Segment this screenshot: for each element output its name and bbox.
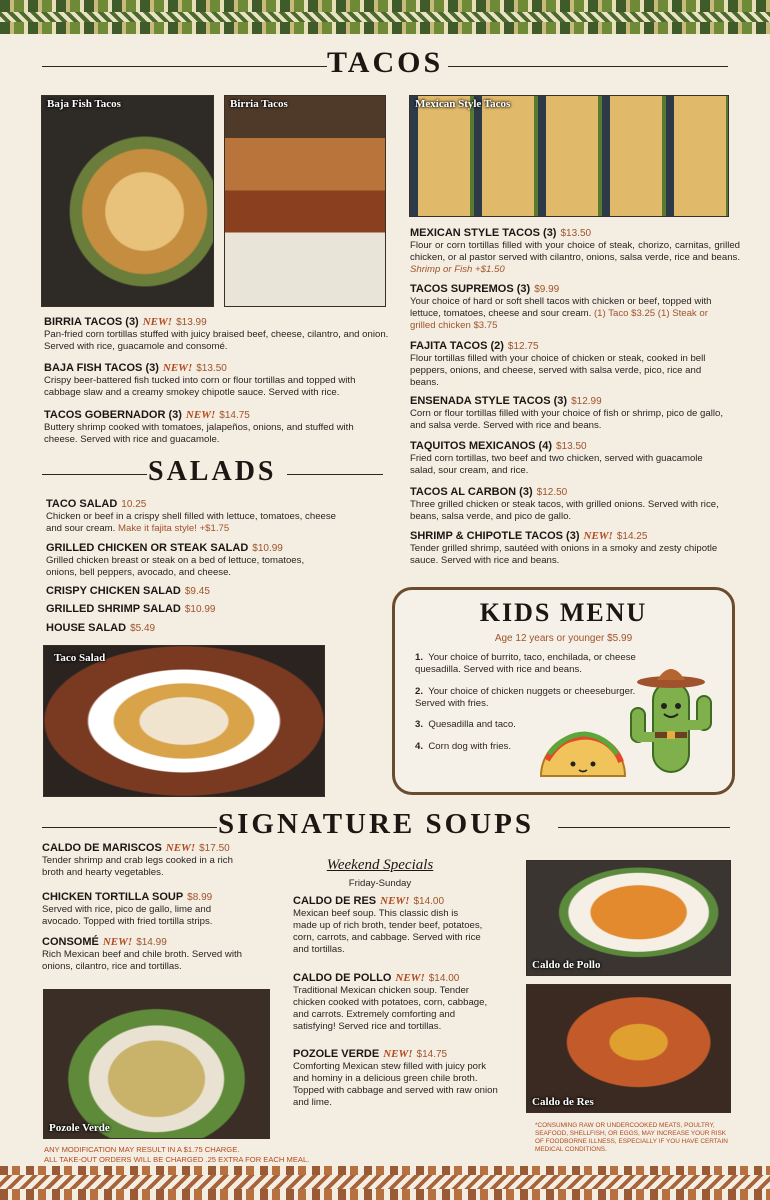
menu-item — [293, 972, 498, 1033]
heading-rule-left — [42, 827, 217, 828]
item-name: BIRRIA TACOS (3) — [44, 316, 139, 328]
item-price: $13.50 — [560, 228, 592, 239]
item-price: $14.75 — [416, 1049, 448, 1060]
kids-item-number: 2. — [415, 686, 424, 697]
menu-item — [46, 585, 336, 598]
mexican-style-tacos-photo — [409, 95, 729, 217]
item-name: CALDO DE MARISCOS — [42, 842, 162, 854]
item-price: $14.25 — [616, 531, 648, 542]
item-name: POZOLE VERDE — [293, 1048, 380, 1060]
baja-fish-tacos-photo — [41, 95, 214, 307]
item-name: HOUSE SALAD — [46, 622, 127, 634]
item-name: CONSOMÉ — [42, 936, 99, 948]
menu-item — [410, 283, 730, 332]
item-price: $5.49 — [130, 623, 156, 634]
takeout-note: ALL TAKE-OUT ORDERS WILL BE CHARGED .25 EXTRA FOR EACH MEAL. — [44, 1155, 310, 1164]
item-name: MEXICAN STYLE TACOS (3) — [410, 227, 557, 239]
menu-item — [46, 542, 336, 579]
kids-menu-box — [392, 587, 735, 795]
item-description: Flour tortillas filled with your choice of chicken or steak, cooked in bell peppers, onions, and cheese, served with salsa verde, pico, rice and beans. — [410, 353, 706, 388]
item-description: Tender shrimp and crab legs cooked in a rich broth and hearty vegetables. — [42, 855, 233, 878]
item-description — [410, 296, 730, 332]
item-price: $12.75 — [507, 341, 539, 352]
weekend-specials-title: Weekend Specials — [326, 857, 434, 873]
taco-salad-photo — [43, 645, 325, 797]
photo-label: Baja Fish Tacos — [47, 98, 121, 110]
item-extra: Shrimp or Fish +$1.50 — [410, 264, 505, 275]
photo-label: Caldo de Pollo — [532, 959, 601, 971]
menu-item — [44, 362, 389, 399]
item-name: CALDO DE POLLO — [293, 972, 392, 984]
kids-item-text: Your choice of chicken nuggets or cheeseburger. Served with fries. — [415, 686, 636, 709]
item-description-text: Chicken or beef in a crispy shell filled with lettuce, tomatoes, cheese and sour cream. — [46, 511, 336, 534]
photo-label: Taco Salad — [54, 652, 106, 664]
item-description: Three grilled chicken or steak tacos, with grilled onions. Served with rice, beans, salsa verde, and pico de gallo. — [410, 499, 719, 522]
item-price: $12.50 — [536, 487, 568, 498]
menu-item — [410, 440, 730, 477]
item-description: Corn or flour tortillas filled with your choice of fish or shrimp, pico de gallo, and salsa verde. Served with rice and beans. — [410, 408, 723, 431]
photo-label: Birria Tacos — [230, 98, 288, 110]
menu-item — [42, 936, 272, 973]
new-badge: NEW! — [380, 895, 410, 907]
photo-label: Mexican Style Tacos — [415, 98, 511, 110]
menu-item — [46, 603, 336, 616]
item-price: $8.99 — [187, 892, 213, 903]
new-badge: NEW! — [185, 409, 216, 421]
kids-item-number: 4. — [415, 741, 424, 752]
item-name: TAQUITOS MEXICANOS (4) — [410, 440, 552, 452]
menu-item — [293, 895, 493, 956]
heading-rule-right — [287, 474, 383, 475]
item-description: Pan-fried corn tortillas stuffed with juicy braised beef, cheese, cilantro, and onion. Served with rice, guacamole and consomé. — [44, 329, 389, 352]
salads-heading: SALADS — [148, 456, 277, 487]
item-description: Grilled chicken breast or steak on a bed of lettuce, tomatoes, onions, bell peppers, avocado, and cheese. — [46, 555, 305, 578]
item-name: TACOS GOBERNADOR (3) — [44, 409, 182, 421]
item-description: Traditional Mexican chicken soup. Tender chicken cooked with potatoes, corn, cabbage, and carrots. Extremely comforting and satisfying! Served rice and tortillas. — [293, 985, 488, 1032]
item-name: GRILLED SHRIMP SALAD — [46, 603, 181, 615]
kids-item — [415, 652, 645, 676]
item-price: $10.99 — [184, 604, 216, 615]
kids-item — [415, 686, 645, 710]
item-name: TACOS AL CARBON (3) — [410, 486, 533, 498]
item-price: $14.00 — [428, 973, 460, 984]
heading-rule-right — [558, 827, 730, 828]
menu-item — [293, 1048, 503, 1109]
item-description: Buttery shrimp cooked with tomatoes, jalapeños, onions, and stuffed with cheese. Served with rice and guacamole. — [44, 422, 354, 445]
item-description: Crispy beer-battered fish tucked into corn or flour tortillas and topped with cabbage slaw and a creamy smokey chipotle sauce. Served with rice. — [44, 375, 356, 398]
birria-tacos-photo — [224, 95, 386, 307]
pozole-verde-photo — [43, 989, 270, 1139]
new-badge: NEW! — [583, 530, 613, 542]
new-badge: NEW! — [395, 972, 425, 984]
item-description — [46, 511, 336, 535]
caldo-de-res-photo — [526, 984, 731, 1113]
photo-label: Pozole Verde — [49, 1122, 110, 1134]
item-price: $13.50 — [556, 441, 587, 452]
item-description: Tender grilled shrimp, sautéed with onions in a smoky and zesty chipotle sauce. Served with rice and beans. — [410, 543, 718, 566]
item-extra: Make it fajita style! +$1.75 — [118, 523, 230, 534]
modification-note: ANY MODIFICATION MAY RESULT IN A $1.75 CHARGE. — [44, 1145, 240, 1154]
item-description: Fried corn tortillas, two beef and two chicken, served with guacamole salad, sour cream, and rice. — [410, 453, 703, 476]
cactus-mascot-icon — [623, 656, 723, 780]
heading-rule-left — [42, 474, 147, 475]
item-name: CRISPY CHICKEN SALAD — [46, 585, 181, 597]
photo-label: Caldo de Res — [532, 1096, 594, 1108]
item-name: FAJITA TACOS (2) — [410, 340, 504, 352]
item-name: GRILLED CHICKEN OR STEAK SALAD — [46, 542, 249, 554]
taco-mascot-icon — [535, 720, 631, 786]
item-description: Rich Mexican beef and chile broth. Served with onions, cilantro, rice and tortillas. — [42, 949, 242, 972]
item-price: $14.75 — [219, 410, 250, 421]
item-price: $10.99 — [252, 543, 283, 554]
new-badge: NEW! — [383, 1048, 413, 1060]
kids-item-number: 3. — [415, 719, 424, 730]
menu-item — [42, 891, 272, 928]
menu-item — [44, 409, 389, 446]
item-name: TACOS SUPREMOS (3) — [410, 283, 531, 295]
consumption-warning: *CONSUMING RAW OR UNDERCOOKED MEATS, POULTRY, SEAFOOD, SHELLFISH, OR EGGS, MAY INCREASE YOUR RISK OF FOODBORNE ILLNESS, ESPECIALLY IF YOU HAVE CERTAIN MEDICAL CONDITIONS. — [535, 1122, 728, 1153]
item-price: 10.25 — [121, 499, 147, 510]
new-badge: NEW! — [165, 842, 196, 854]
new-badge: NEW! — [162, 362, 193, 374]
tacos-heading: TACOS — [327, 46, 444, 79]
item-price: $14.99 — [136, 937, 167, 948]
item-name: CHICKEN TORTILLA SOUP — [42, 891, 184, 903]
menu-item — [46, 622, 336, 635]
item-description: Comforting Mexican stew filled with juicy pork and hominy in a delicious green chile broth. Topped with cabbage and served with raw onion and lime. — [293, 1061, 498, 1108]
item-description-text: Flour or corn tortillas filled with your choice of steak, chorizo, carnitas, grilled chicken, or al pastor served with cilantro, onions, salsa verde, rice and beans. — [410, 240, 740, 263]
new-badge: NEW! — [142, 316, 173, 328]
item-price: $9.99 — [534, 284, 560, 295]
item-description — [410, 240, 740, 276]
kids-item-number: 1. — [415, 652, 424, 663]
item-price: $12.99 — [571, 396, 602, 407]
item-price: $9.45 — [184, 586, 210, 597]
heading-rule-right — [448, 66, 728, 67]
menu-item — [410, 340, 730, 389]
menu-item — [46, 498, 336, 535]
item-name: TACO SALAD — [46, 498, 118, 510]
new-badge: NEW! — [102, 936, 133, 948]
kids-item-text: Quesadilla and taco. — [428, 719, 516, 730]
item-description-text: Your choice of hard or soft shell tacos with chicken or beef, topped with lettuce, tomatoes, cheese and sour cream. — [410, 296, 712, 319]
menu-item — [410, 486, 735, 523]
kids-menu-subtitle: Age 12 years or younger $5.99 — [494, 633, 633, 644]
menu-item — [410, 530, 730, 567]
item-name: BAJA FISH TACOS (3) — [44, 362, 159, 374]
menu-item — [42, 842, 272, 879]
item-name: ENSENADA STYLE TACOS (3) — [410, 395, 568, 407]
item-price: $17.50 — [199, 843, 230, 854]
bottom-decorative-border — [0, 1166, 770, 1200]
heading-rule-left — [42, 66, 327, 67]
item-price: $13.50 — [196, 363, 227, 374]
menu-item — [410, 395, 730, 432]
kids-menu-title: KIDS MENU — [479, 598, 648, 627]
item-price: $14.00 — [413, 896, 445, 907]
menu-item — [410, 227, 740, 276]
item-description: Mexican beef soup. This classic dish is made up of rich broth, tender beef, potatoes, corn, carrots, and cabbage. Served with rice and tortillas. — [293, 908, 483, 955]
item-description: Served with rice, pico de gallo, lime and avocado. Topped with fried tortilla strips. — [42, 904, 213, 927]
menu-item — [44, 316, 389, 353]
item-name: CALDO DE RES — [293, 895, 377, 907]
item-price: $13.99 — [176, 317, 207, 328]
kids-item-text: Corn dog with fries. — [428, 741, 512, 752]
weekend-specials-days: Friday-Sunday — [348, 878, 412, 889]
item-extra: (1) Taco $3.25 (1) Steak or grilled chicken $3.75 — [410, 308, 708, 331]
caldo-de-pollo-photo — [526, 860, 731, 976]
top-decorative-border — [0, 0, 770, 34]
kids-item-text: Your choice of burrito, taco, enchilada, or cheese quesadilla. Served with rice and beans. — [415, 652, 636, 675]
item-name: SHRIMP & CHIPOTLE TACOS (3) — [410, 530, 580, 542]
soups-heading: SIGNATURE SOUPS — [218, 808, 534, 840]
